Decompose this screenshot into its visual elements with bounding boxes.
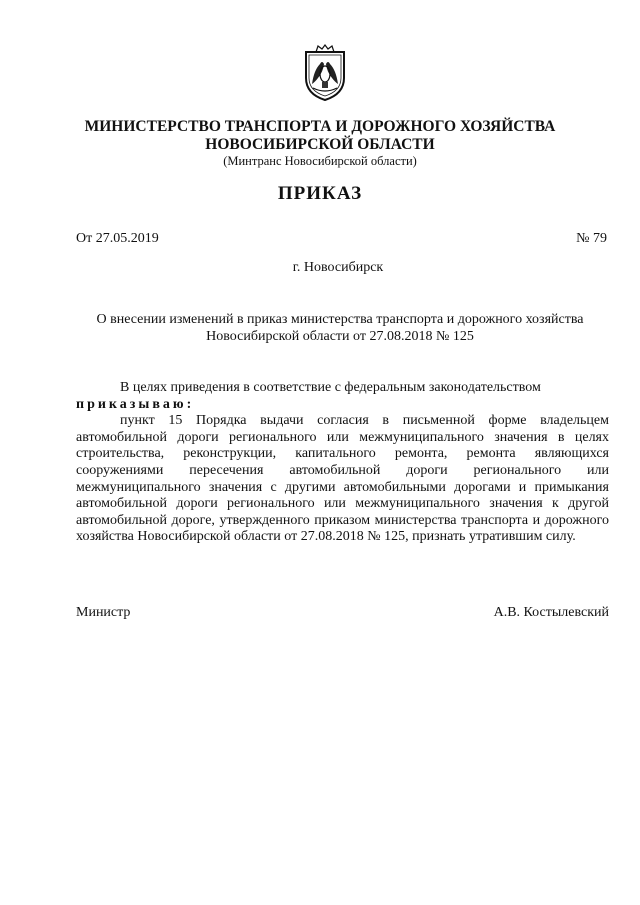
document-date: От 27.05.2019 bbox=[76, 231, 159, 246]
preamble-paragraph: В целях приведения в соответствие с федеральным законодательством bbox=[120, 380, 541, 395]
signatory-title: Министр bbox=[76, 605, 131, 620]
signatory-name: А.В. Костылевский bbox=[493, 605, 609, 620]
ministry-name-line2: НОВОСИБИРСКОЙ ОБЛАСТИ bbox=[205, 136, 435, 153]
document-subject bbox=[60, 311, 620, 345]
document-body bbox=[76, 380, 609, 546]
clause-paragraph: пункт 15 Порядка выдачи согласия в письменной форме владельцем автомобильной дороги регионального или межмуниципального значения в целях строительства, реконструкции, капитального ремонта, ремонта являющихся сооружениями пересечения автомобильной дороги регионального или межмуниципального значения с другими автомобильными дорогами и примыкания автомобильной дороги регионального или межмуниципального значения к другой автомобильной дороге, утвержденного приказом министерства транспорта и дорожного хозяйства Новосибирской области от 27.08.2018 № 125, признать утратившим силу. bbox=[76, 413, 609, 545]
orders-keyword: приказываю: bbox=[76, 396, 195, 412]
ministry-short-name: (Минтранс Новосибирской области) bbox=[223, 154, 417, 168]
document-city: г. Новосибирск bbox=[292, 260, 384, 275]
ministry-name-line1: МИНИСТЕРСТВО ТРАНСПОРТА И ДОРОЖНОГО ХОЗЯЙСТВА bbox=[84, 118, 556, 135]
ministry-name bbox=[0, 118, 640, 154]
document-type: ПРИКАЗ bbox=[277, 183, 363, 204]
coat-of-arms-emblem bbox=[302, 44, 348, 102]
subject-line2: Новосибирской области от 27.08.2018 № 125 bbox=[206, 329, 474, 344]
subject-line1: О внесении изменений в приказ министерства транспорта и дорожного хозяйства bbox=[96, 312, 584, 327]
document-number: № 79 bbox=[576, 231, 607, 246]
